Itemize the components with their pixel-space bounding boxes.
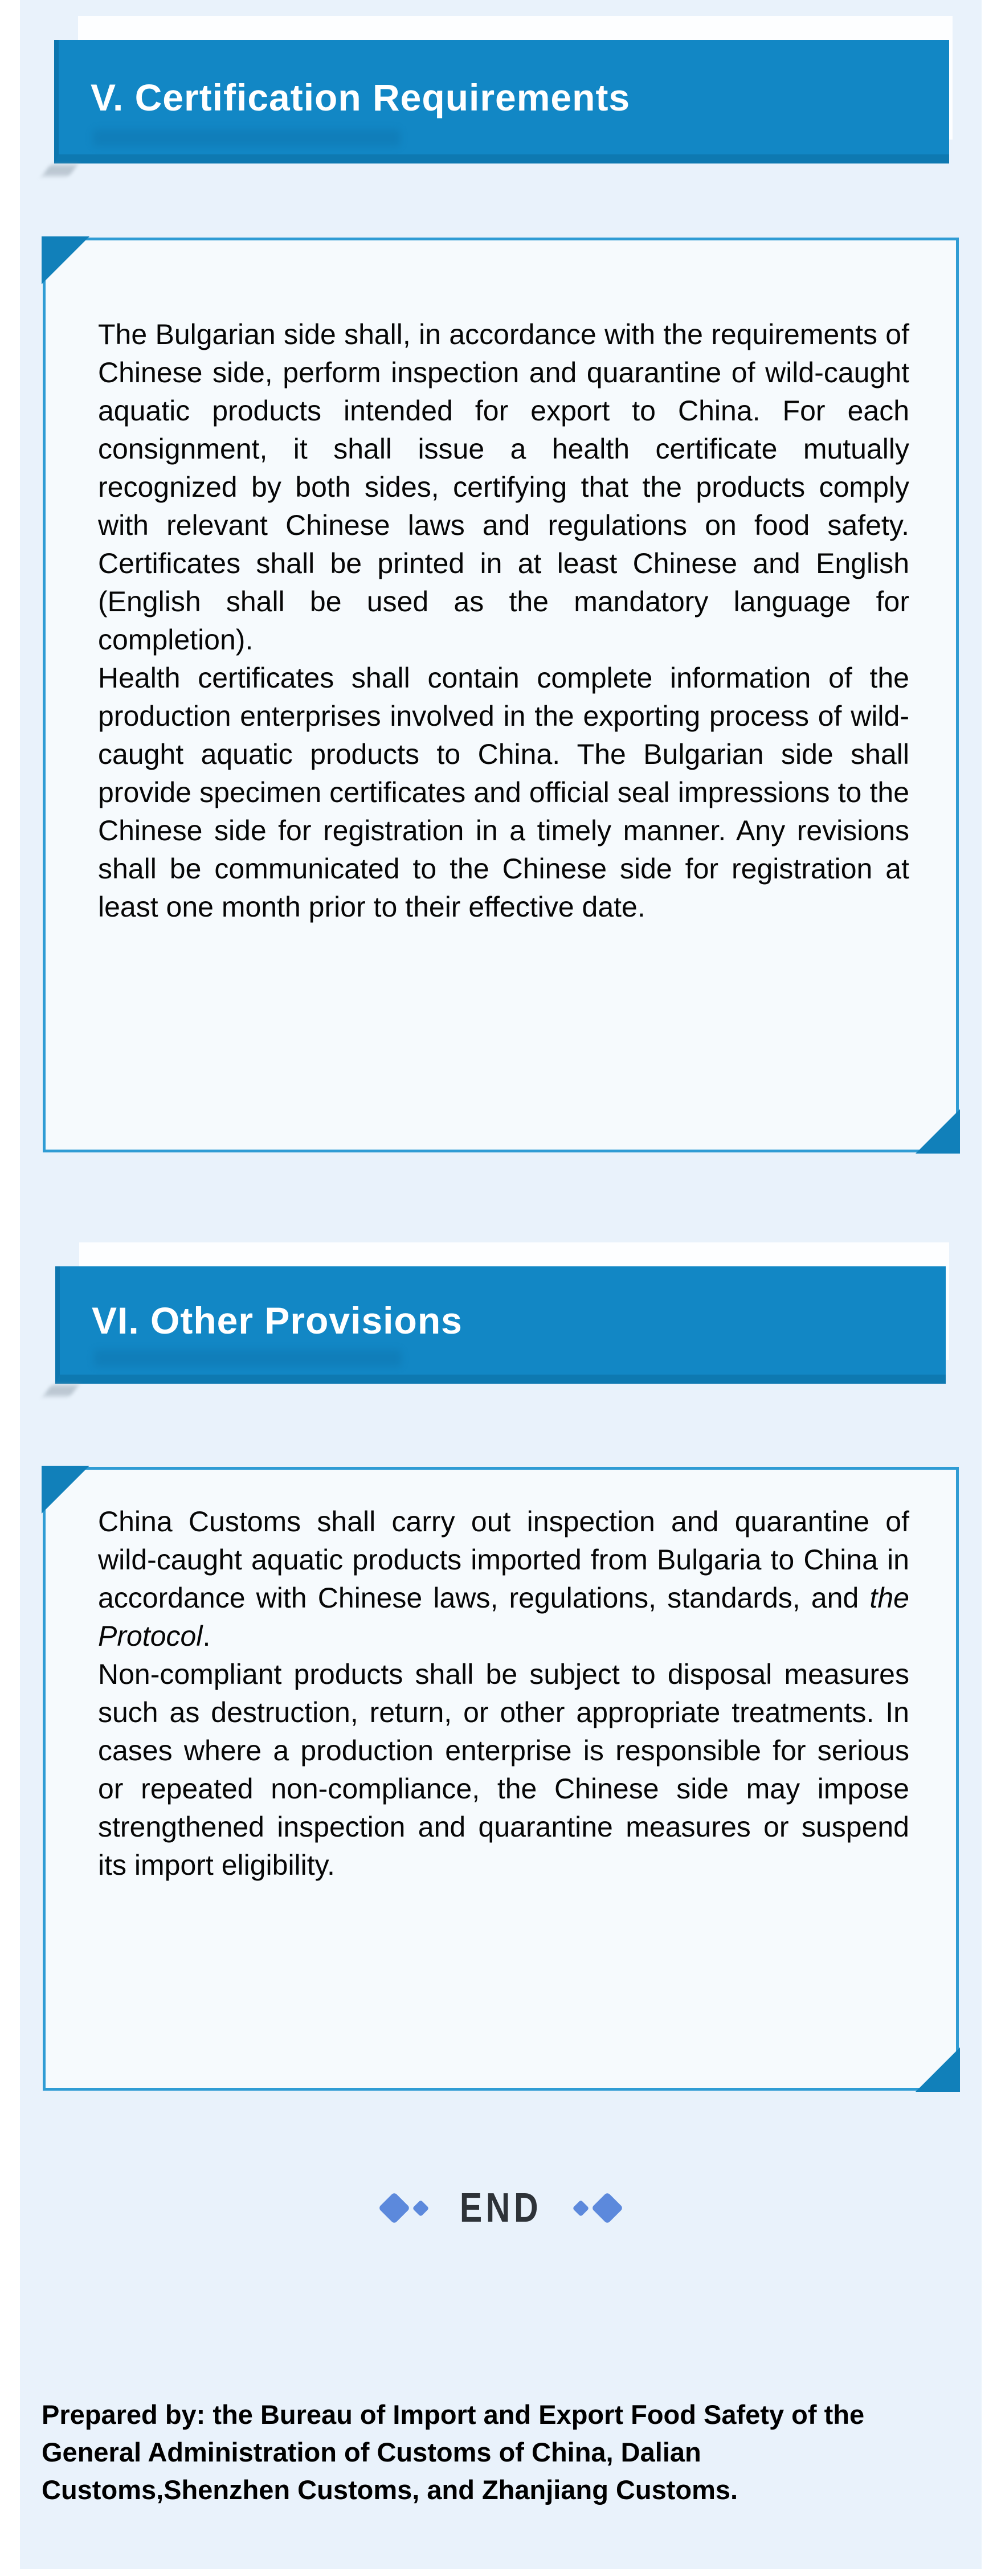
other-provisions-box-text — [46, 1470, 956, 1884]
section-other-banner — [55, 1266, 946, 1384]
end-diamonds-right — [575, 2197, 619, 2219]
end-label: END — [459, 2185, 542, 2231]
diamond-large-icon — [378, 2192, 411, 2225]
footer-prepared-by: Prepared by: the Bureau of Import and Export Food Safety of the General Administration of Customs of China, Dalian Customs,Shenzhen Customs, and Zhanjiang Customs. — [42, 2399, 865, 2505]
corner-fold-bottom-right-icon — [916, 1109, 960, 1154]
other-provisions-box — [43, 1467, 959, 2091]
end-diamonds-left — [383, 2197, 427, 2219]
banner-certification — [54, 40, 949, 163]
section-certification-title: V. Certification Requirements — [91, 76, 631, 118]
diamond-small-icon — [412, 2199, 430, 2217]
banner-ghost-text — [93, 129, 401, 146]
protocol-italic-text: the Protocol — [98, 1582, 909, 1652]
end-marker — [20, 2185, 982, 2231]
diamond-small-icon — [573, 2199, 590, 2217]
other-provisions-paragraph-1 — [98, 1503, 909, 1655]
paragraph-text: . — [202, 1620, 211, 1652]
section-other-title: VI. Other Provisions — [92, 1299, 463, 1342]
other-provisions-paragraph-2: Non-compliant products shall be subject to disposal measures such as destruction, return, or other appropriate treatments. In cases where a production enterprise is responsible for serious or repeated non-compliance, the Chinese side may impose strengthened inspection and quarantine measures or suspend its import eligibility. — [98, 1658, 909, 1881]
corner-fold-bottom-right-icon — [916, 2047, 960, 2092]
certification-paragraph-2: Health certificates shall contain complete information of the production enterprises involved in the exporting process of wild-caught aquatic products to China. The Bulgarian side shall provide specimen certificates and official seal impressions to the Chinese side for registration in a timely manner. Any revisions shall be communicated to the Chinese side for registration at least one month prior to their effective date. — [98, 662, 909, 923]
section-certification-banner — [54, 40, 949, 163]
certification-box — [43, 238, 959, 1152]
certification-paragraph-1: The Bulgarian side shall, in accordance with the requirements of Chinese side, perform inspection and quarantine of wild-caught aquatic products intended for export to China. For each consignment, it shall issue a health certificate mutually recognized by both sides, certifying that the products comply with relevant Chinese laws and regulations on food safety. Certificates shall be printed in at least Chinese and English (English shall be used as the mandatory language for completion). — [98, 318, 909, 656]
paragraph-text: China Customs shall carry out inspection and quarantine of wild-caught aquatic products imported from Bulgaria to China in accordance with Chinese laws, regulations, standards, and — [98, 1506, 909, 1614]
banner-other — [55, 1266, 946, 1384]
banner-ghost-text — [94, 1350, 402, 1367]
diamond-large-icon — [591, 2192, 624, 2225]
certification-box-text — [46, 240, 956, 926]
